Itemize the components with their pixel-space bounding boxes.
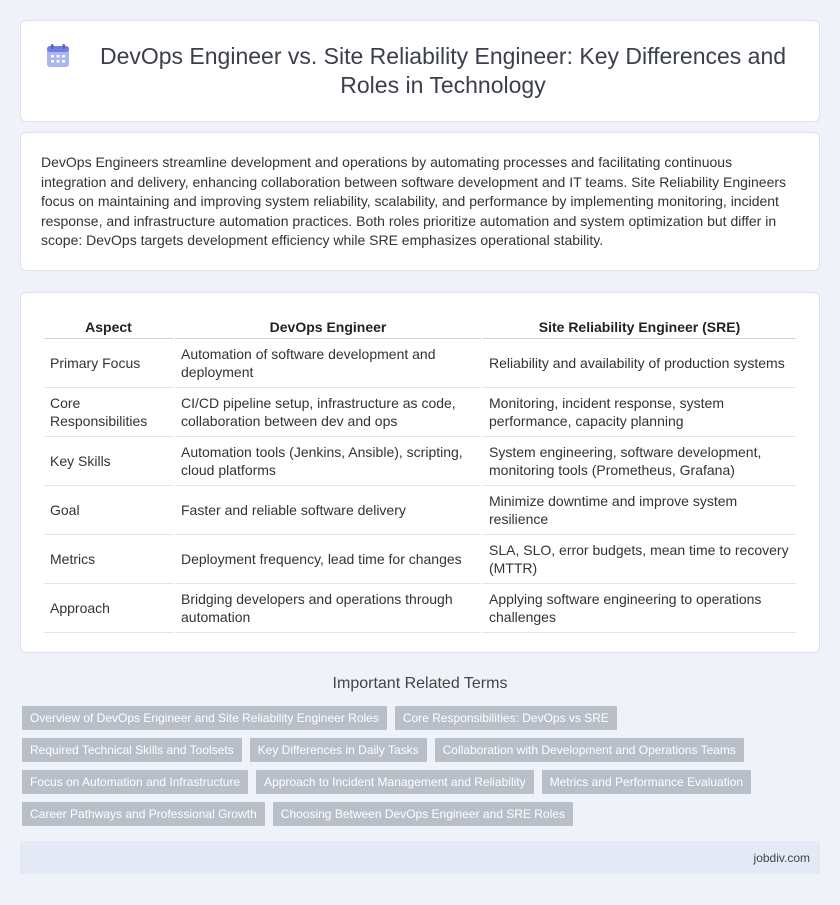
cell-devops: CI/CD pipeline setup, infrastructure as code, collaboration between dev and ops [175, 388, 481, 437]
cell-sre: Applying software engineering to operations challenges [483, 584, 796, 633]
intro-text: DevOps Engineers streamline development and operations by automating processes and facilitating continuous integration and delivery, enhancing collaboration between software development and IT teams. Site Reliability Engineers focus on maintaining and improving system reliability, scalability, and performance by implementing monitoring, incident response, and infrastructure automation practices. Both roles prioritize automation and system optimization but differ in scope: DevOps targets development efficiency while SRE emphasizes operational stability. [41, 154, 787, 249]
comparison-table [42, 313, 798, 633]
cell-sre: Reliability and availability of production systems [483, 339, 796, 388]
table-row [44, 339, 796, 388]
header-card [20, 20, 820, 122]
cell-aspect: Core Responsibilities [44, 388, 173, 437]
related-tag[interactable]: Overview of DevOps Engineer and Site Reliability Engineer Roles [22, 706, 387, 730]
related-tag[interactable]: Approach to Incident Management and Reliability [256, 770, 534, 794]
header-devops: DevOps Engineer [175, 313, 481, 339]
related-tag[interactable]: Career Pathways and Professional Growth [22, 802, 265, 826]
cell-aspect: Metrics [44, 535, 173, 584]
header-sre: Site Reliability Engineer (SRE) [483, 313, 796, 339]
cell-aspect: Approach [44, 584, 173, 633]
header-aspect: Aspect [44, 313, 173, 339]
cell-devops: Automation of software development and deployment [175, 339, 481, 388]
cell-devops: Automation tools (Jenkins, Ansible), scripting, cloud platforms [175, 437, 481, 486]
comparison-card [20, 292, 820, 653]
related-tag[interactable]: Collaboration with Development and Operations Teams [435, 738, 744, 762]
cell-sre: System engineering, software development, monitoring tools (Prometheus, Grafana) [483, 437, 796, 486]
related-tag[interactable]: Key Differences in Daily Tasks [250, 738, 427, 762]
calendar-icon [45, 43, 71, 69]
cell-devops: Faster and reliable software delivery [175, 486, 481, 535]
table-header-row [44, 313, 796, 339]
footer-site-link[interactable]: jobdiv.com [753, 851, 810, 865]
related-tag[interactable]: Metrics and Performance Evaluation [542, 770, 751, 794]
cell-aspect: Key Skills [44, 437, 173, 486]
page-title: DevOps Engineer vs. Site Reliability Engineer: Key Differences and Roles in Technology [99, 43, 787, 98]
cell-sre: Minimize downtime and improve system resilience [483, 486, 796, 535]
cell-aspect: Goal [44, 486, 173, 535]
table-row [44, 535, 796, 584]
related-tag[interactable]: Core Responsibilities: DevOps vs SRE [395, 706, 617, 730]
table-row [44, 584, 796, 633]
intro-card [20, 132, 820, 271]
cell-sre: SLA, SLO, error budgets, mean time to recovery (MTTR) [483, 535, 796, 584]
title-wrap [21, 21, 819, 121]
cell-devops: Bridging developers and operations through automation [175, 584, 481, 633]
related-tag[interactable]: Required Technical Skills and Toolsets [22, 738, 242, 762]
cell-sre: Monitoring, incident response, system performance, capacity planning [483, 388, 796, 437]
related-tag[interactable]: Focus on Automation and Infrastructure [22, 770, 248, 794]
table-row [44, 486, 796, 535]
table-row [44, 437, 796, 486]
table-row [44, 388, 796, 437]
related-terms-title: Important Related Terms [332, 675, 508, 692]
cell-devops: Deployment frequency, lead time for changes [175, 535, 481, 584]
related-tags [22, 706, 822, 834]
cell-aspect: Primary Focus [44, 339, 173, 388]
footer [20, 841, 820, 874]
related-tag[interactable]: Choosing Between DevOps Engineer and SRE Roles [273, 802, 573, 826]
